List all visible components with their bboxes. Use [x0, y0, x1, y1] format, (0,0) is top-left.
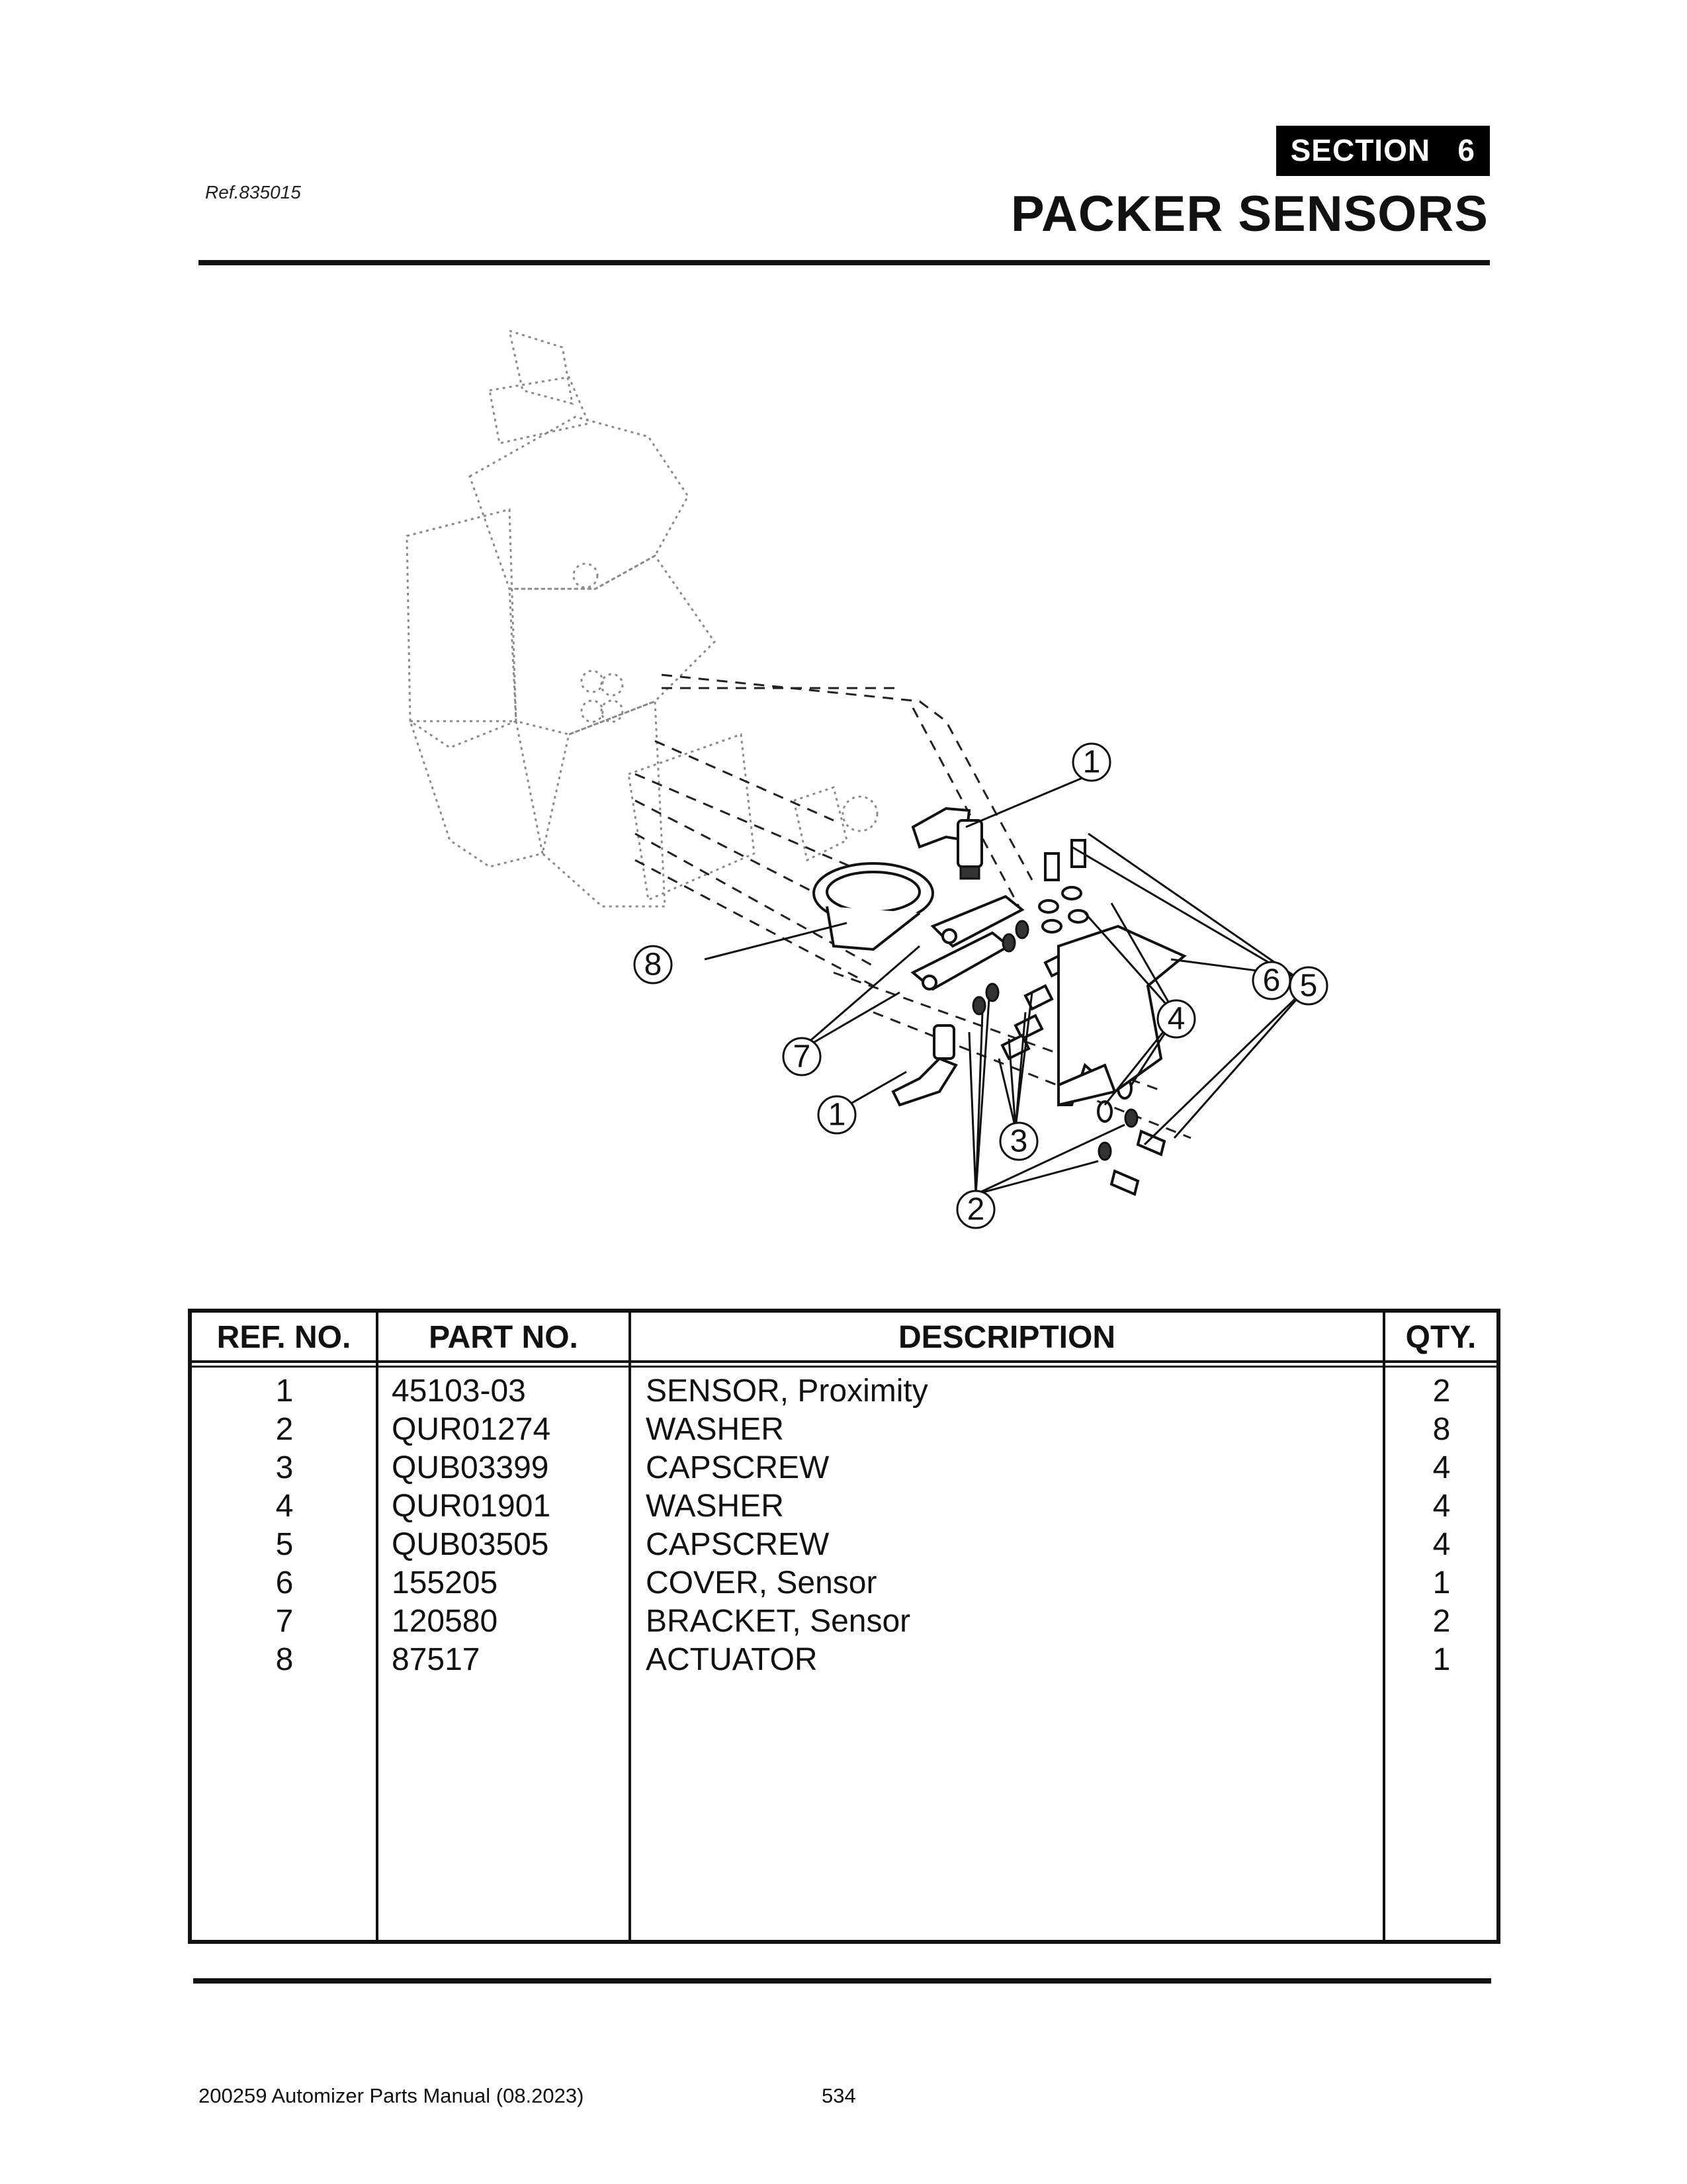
parts-table: [188, 1309, 1500, 1944]
part-cell: 45103-03: [392, 1374, 526, 1409]
part-cell: QUR01274: [392, 1412, 551, 1447]
table-row: [192, 1641, 1496, 1679]
description-cell: WASHER: [646, 1412, 784, 1447]
description-cell: CAPSCREW: [646, 1450, 830, 1485]
table-row: [192, 1564, 1496, 1602]
svg-text:1: 1: [1082, 744, 1101, 780]
svg-text:6: 6: [1262, 963, 1281, 998]
svg-text:3: 3: [1010, 1123, 1028, 1159]
table-row: [192, 1372, 1496, 1411]
table-row: [192, 1411, 1496, 1449]
page-title: PACKER SENSORS: [1010, 186, 1489, 242]
table-row: [192, 1449, 1496, 1487]
svg-text:8: 8: [644, 947, 662, 983]
header-description: DESCRIPTION: [898, 1320, 1116, 1355]
description-cell: WASHER: [646, 1489, 784, 1524]
part-cell: QUB03399: [392, 1450, 549, 1485]
qty-cell: 1: [1432, 1642, 1451, 1677]
description-cell: SENSOR, Proximity: [646, 1374, 928, 1409]
ref-cell: 4: [275, 1489, 294, 1524]
header-qty: QTY.: [1405, 1320, 1477, 1355]
table-row: [192, 1602, 1496, 1641]
svg-text:2: 2: [967, 1192, 985, 1227]
ref-cell: 7: [275, 1604, 294, 1639]
footer-divider: [193, 1978, 1491, 1984]
qty-cell: 4: [1432, 1489, 1451, 1524]
description-cell: COVER, Sensor: [646, 1565, 877, 1600]
part-cell: QUR01901: [392, 1489, 551, 1524]
table-row: [192, 1526, 1496, 1564]
callout-6: [1253, 962, 1290, 999]
packer-body-ghost: [407, 331, 877, 906]
header-ref-no: REF. NO.: [216, 1320, 351, 1355]
actuator-part: [814, 863, 933, 949]
ref-cell: 5: [275, 1527, 294, 1562]
header-double-rule: [192, 1366, 1496, 1368]
svg-text:1: 1: [828, 1097, 846, 1133]
part-cell: 120580: [392, 1604, 498, 1639]
description-cell: BRACKET, Sensor: [646, 1604, 911, 1639]
part-cell: QUB03505: [392, 1527, 549, 1562]
callout-5: [1290, 967, 1327, 1004]
part-cell: 87517: [392, 1642, 480, 1677]
ref-cell: 1: [275, 1374, 294, 1409]
table-header: [192, 1313, 1496, 1363]
table-body: [192, 1372, 1496, 1679]
proximity-sensor-upper: [913, 808, 982, 879]
qty-cell: 2: [1432, 1604, 1451, 1639]
svg-text:5: 5: [1299, 968, 1318, 1004]
description-cell: CAPSCREW: [646, 1527, 830, 1562]
qty-cell: 8: [1432, 1412, 1451, 1447]
callout-1-lower: [818, 1096, 855, 1133]
page-number: 534: [822, 2084, 856, 2107]
callout-3: [1000, 1123, 1037, 1160]
qty-cell: 1: [1432, 1565, 1451, 1600]
ref-cell: 6: [275, 1565, 294, 1600]
callout-8: [634, 946, 671, 983]
svg-text:7: 7: [793, 1039, 811, 1074]
description-cell: ACTUATOR: [646, 1642, 818, 1677]
qty-cell: 4: [1432, 1527, 1451, 1562]
header-divider: [198, 260, 1490, 265]
header-part-no: PART NO.: [429, 1320, 578, 1355]
qty-cell: 4: [1432, 1450, 1451, 1485]
exploded-parts-diagram: [370, 311, 1376, 1270]
qty-cell: 2: [1432, 1374, 1451, 1409]
proximity-sensor-lower: [893, 1026, 956, 1105]
callout-1-upper: [1073, 744, 1110, 781]
manual-title: 200259 Automizer Parts Manual (08.2023): [198, 2084, 584, 2107]
section-badge: SECTION 6: [1276, 126, 1490, 176]
svg-text:4: 4: [1167, 1001, 1186, 1037]
ref-cell: 3: [275, 1450, 294, 1485]
callout-7: [783, 1038, 820, 1075]
ref-cell: 8: [275, 1642, 294, 1677]
reference-code: Ref.835015: [205, 182, 301, 202]
callout-2: [957, 1191, 994, 1228]
callout-4: [1158, 1000, 1195, 1037]
table-row: [192, 1487, 1496, 1526]
part-cell: 155205: [392, 1565, 498, 1600]
ref-cell: 2: [275, 1412, 294, 1447]
